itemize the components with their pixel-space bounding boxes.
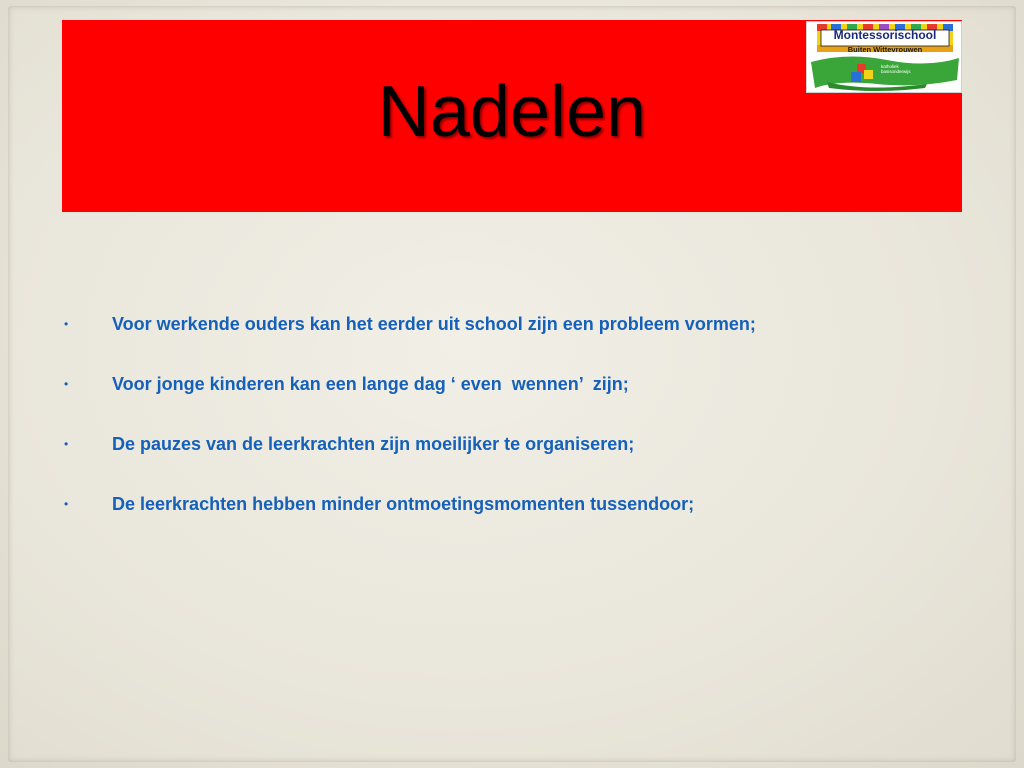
- bullet-text: De leerkrachten hebben minder ontmoetingsmomenten tussendoor;: [112, 494, 695, 514]
- school-logo: [806, 21, 962, 93]
- logo-text-name: Montessorischool: [833, 28, 937, 42]
- slide-title: Nadelen: [377, 72, 647, 152]
- bullet-text: De pauzes van de leerkrachten zijn moeilijker te organiseren;: [112, 434, 635, 454]
- logo-graphic: [807, 22, 962, 93]
- logo-text-location: Buiten Wittevrouwen: [847, 45, 923, 54]
- list-item: [62, 310, 962, 370]
- bullet-text: Voor werkende ouders kan het eerder uit school zijn een probleem vormen;: [112, 314, 756, 334]
- list-item: [62, 430, 962, 490]
- list-item: [62, 370, 962, 430]
- bullet-text: Voor jonge kinderen kan een lange dag ‘ even wennen’ zijn;: [112, 374, 629, 394]
- bullet-icon: •: [64, 437, 69, 451]
- list-item: [62, 490, 962, 550]
- bullet-icon: •: [64, 497, 69, 511]
- bullet-list: [62, 310, 962, 550]
- bullet-icon: •: [64, 377, 69, 391]
- bullet-icon: •: [64, 317, 69, 331]
- logo-text-catholic: katholiek: [881, 64, 899, 69]
- logo-text-education: basisonderwijs: [881, 69, 911, 74]
